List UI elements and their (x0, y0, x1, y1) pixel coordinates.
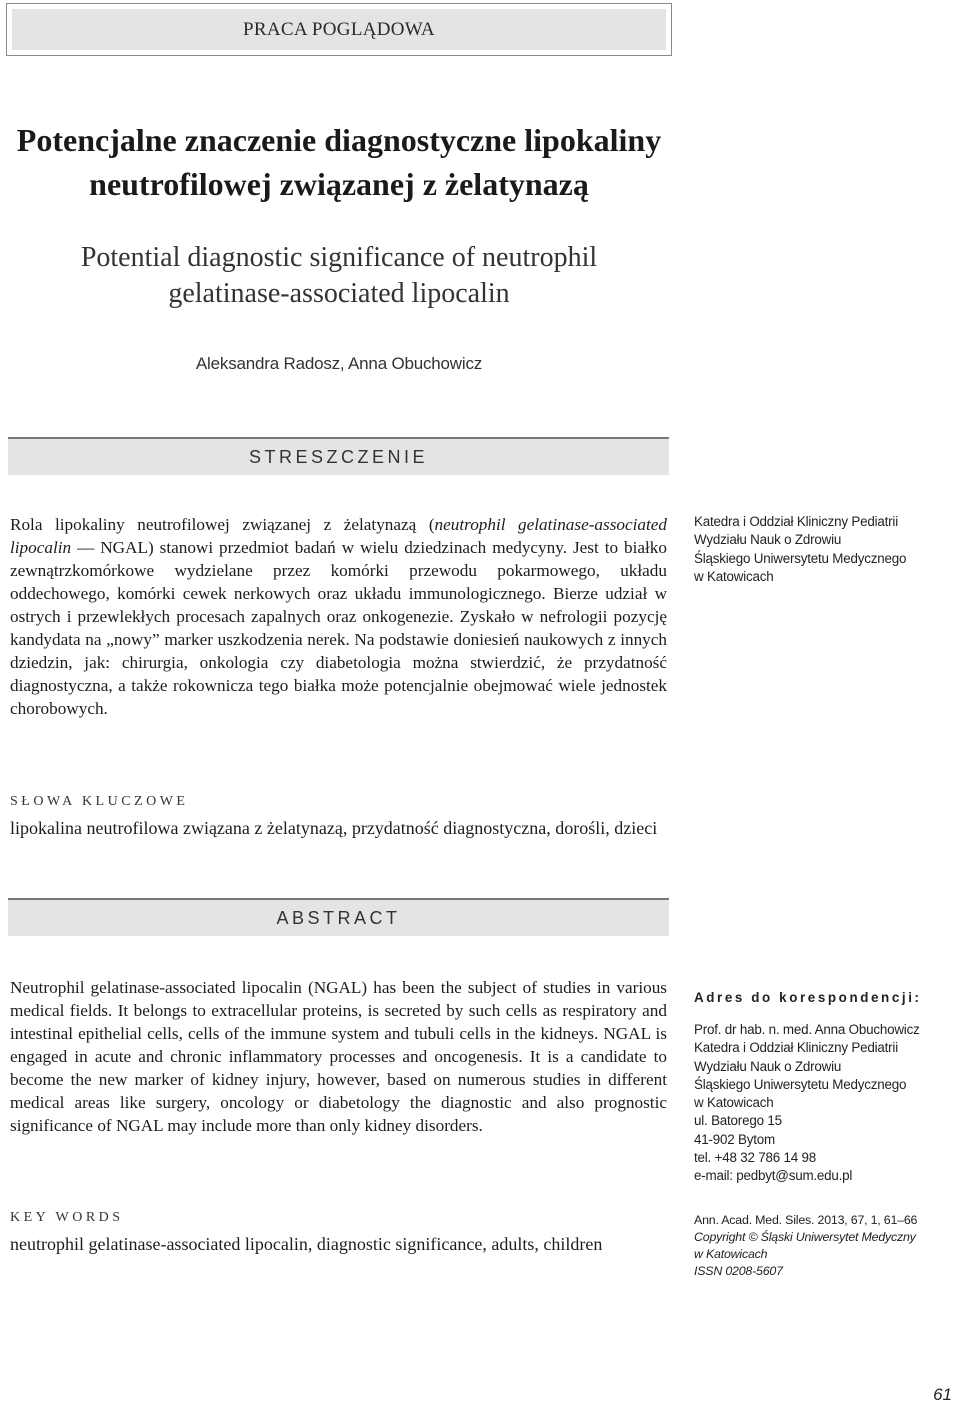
article-type-label: PRACA POGLĄDOWA (12, 9, 666, 50)
correspondence-line: Prof. dr hab. n. med. Anna Obuchowicz (694, 1022, 920, 1037)
affiliation-line: Katedra i Oddział Kliniczny Pediatrii (694, 514, 898, 529)
title-english-line-2: gelatinase-associated lipocalin (168, 278, 510, 309)
affiliation-line: Śląskiego Uniwersytetu Medycznego (694, 550, 907, 566)
correspondence-line: Katedra i Oddział Kliniczny Pediatrii (694, 1040, 898, 1056)
slowa-kluczowe-text: lipokalina neutrofilowa związana z żelatynazą, przydatność diagnostyczna, dorośli, dzieci (10, 818, 658, 838)
correspondence-line: Wydziału Nauk o Zdrowiu (694, 1058, 842, 1074)
title-polish-line-1: Potencjalne znaczenie diagnostyczne lipokaliny (16, 122, 662, 158)
key-words-text: neutrophil gelatinase-associated lipocalin, diagnostic significance, adults, children (10, 1234, 603, 1254)
correspondence-line: tel. +48 32 786 14 98 (694, 1150, 817, 1166)
streszczenie-text-part-2: — NGAL) stanowi przedmiot badań w wielu dziedzinach medycyny. Jest to białko zewnątrzkomórkowe wydzielane przez komórki przewodu pokarmowego, układu oddechowego, komórki cewek nerkowych oraz układu immunologicznego. Bierze udział w ostrych i przewlekłych procesach zapalnych oraz onkogenezie. Zyskało w nefrologii pozycję kandydata na „nowy” marker uszkodzenia nerek. Na podstawie doniesień naukowych z innych dziedzin, jak: chirurgia, onkologia czy diabetologia można stwierdzić, że przydatność diagnostyczna, a także rokownicza tego białka może potencjalnie obejmować wiele jednostek chorobowych. (10, 538, 667, 718)
correspondence-email: e-mail: pedbyt@sum.edu.pl (694, 1168, 853, 1184)
article-type-box (6, 3, 672, 56)
correspondence-heading: Adres do korespondencji: (694, 990, 922, 1005)
citation-journal: Ann. Acad. Med. Siles. 2013, 67, 1, 61–66 (694, 1213, 918, 1227)
page-number: 61 (933, 1385, 952, 1404)
title-polish-line-2: neutrofilowej związanej z żelatynazą (89, 166, 589, 202)
citation (694, 1212, 956, 1280)
correspondence-line: ul. Batorego 15 (694, 1113, 782, 1129)
streszczenie-heading: STRESZCZENIE (8, 437, 669, 475)
title-english-line-1: Potential diagnostic significance of neutrophil (80, 242, 598, 273)
correspondence-line: 41-902 Bytom (694, 1131, 775, 1147)
authors: Aleksandra Radosz, Anna Obuchowicz (195, 354, 483, 373)
abstract-text: Neutrophil gelatinase-associated lipocalin (NGAL) has been the subject of studies in various medical fields. It belongs to extracellular proteins, is secreted by such cells as respiratory and intestinal epithelial cells, cells of the immune system and tubuli cells in the kidneys. NGAL is engaged in acute and chronic inflammatory processes and oncogenesis. It is a candidate to become the new marker of kidney injury, however, based on numerous studies in different medical areas like surgery, oncology or diabetology the diagnostic and also prognostic significance of NGAL may include more than only kidney disorders. (10, 978, 667, 1135)
abstract-heading: ABSTRACT (8, 898, 669, 936)
correspondence-line: Śląskiego Uniwersytetu Medycznego (694, 1076, 907, 1092)
correspondence-address (694, 1021, 956, 1186)
affiliation-line: Wydziału Nauk o Zdrowiu (694, 532, 842, 548)
citation-copyright-city: w Katowicach (694, 1247, 768, 1261)
citation-copyright: Copyright © Śląski Uniwersytet Medyczny (694, 1230, 916, 1244)
affiliation (694, 513, 956, 586)
correspondence-line: w Katowicach (694, 1095, 774, 1111)
title-english (0, 240, 678, 312)
key-words-label: KEY WORDS (10, 1210, 124, 1225)
citation-issn: ISSN 0208-5607 (694, 1264, 783, 1278)
slowa-kluczowe-label: SŁOWA KLUCZOWE (10, 794, 189, 809)
streszczenie-text-part-1: Rola lipokaliny neutrofilowej związanej z żelatynazą ( (10, 515, 435, 534)
affiliation-line: w Katowicach (694, 568, 774, 584)
streszczenie-text (10, 513, 667, 720)
title-polish (0, 118, 678, 206)
streszczenie-text-italic: neutrophil gelatinase-associated lipocalin (10, 515, 667, 557)
